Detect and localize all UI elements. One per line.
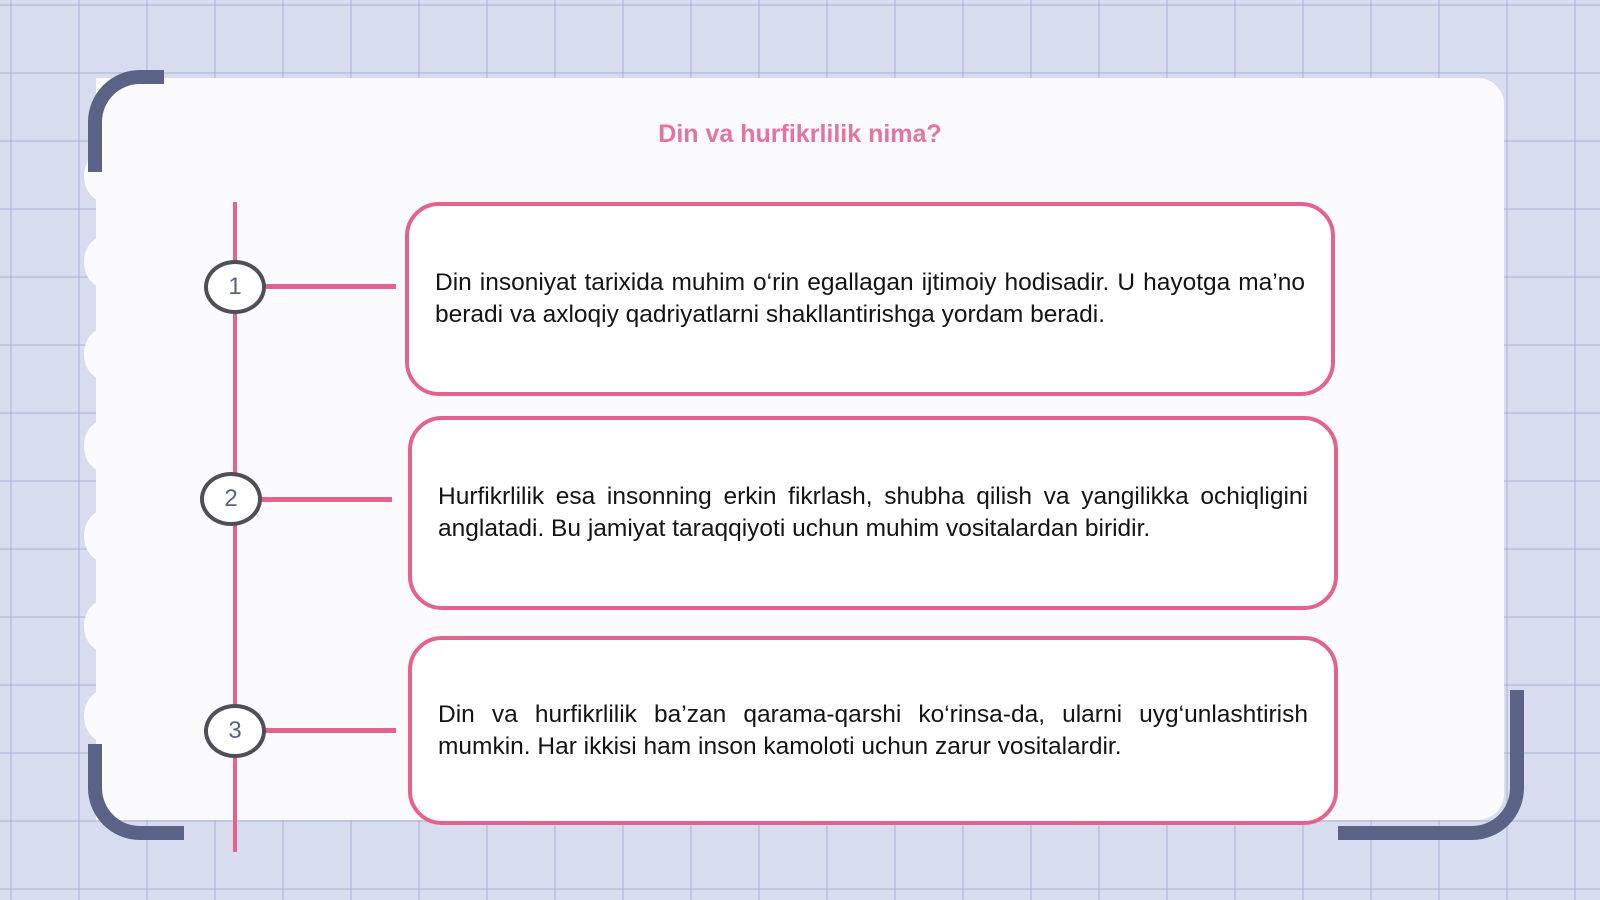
sheet-edge-scallop	[84, 236, 126, 288]
step-3-number-badge: 3	[204, 704, 266, 758]
sheet-edge-scallop	[84, 510, 126, 562]
slide-title: Din va hurfikrlilik nima?	[658, 120, 942, 148]
step-2-connector	[258, 497, 392, 502]
sheet-edge-scallop	[84, 690, 126, 742]
sheet-edge-scallop	[84, 328, 126, 380]
sheet-edge-scallop	[84, 420, 126, 472]
step-2-card	[408, 416, 1338, 610]
step-2-number-badge: 2	[200, 472, 262, 526]
step-1-number-badge: 1	[204, 260, 266, 314]
step-1-card	[405, 202, 1335, 396]
step-3-card	[408, 636, 1338, 825]
corner-bracket-bottom-left	[88, 744, 184, 840]
corner-bracket-bottom-right	[1338, 690, 1524, 840]
sheet-edge-scallop	[84, 600, 126, 652]
step-3-connector	[262, 728, 396, 733]
step-2-text: Hurfikrlilik esa insonning erkin fikrlash, shubha qilish va yangilikka ochiqligini anglatadi. Bu jamiyat taraqqiyoti uchun muhim vositalardan biridir.	[438, 483, 1308, 542]
step-1-connector	[262, 284, 396, 289]
step-1-text: Din insoniyat tarixida muhim o‘rin egallagan ijtimoiy hodisadir. U hayotga ma’no beradi va axloqiy qadriyatlarni shakllantirishga yordam beradi.	[435, 269, 1305, 328]
step-3-text: Din va hurfikrlilik ba’zan qarama-qarshi ko‘rinsa-da, ularni uyg‘unlashtirish mumkin. Har ikkisi ham inson kamoloti uchun zarur vositalardir.	[438, 700, 1308, 760]
